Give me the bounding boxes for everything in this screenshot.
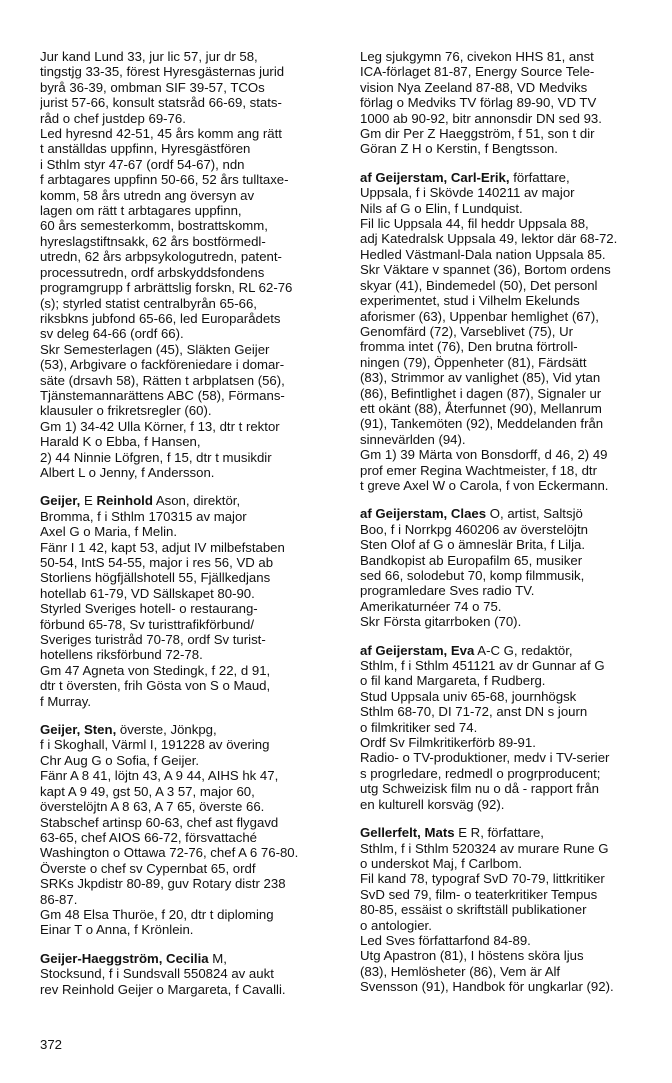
text-line: Göran Z H o Kerstin, f Bengtsson. [360,141,558,157]
entry-heading-rest: författare, [509,169,570,185]
text-line: ICA-förlaget 81-87, Energy Source Tele- [360,64,595,80]
text-line: Washington o Ottawa 72-76, chef A 6 76-80. [40,845,299,861]
text-line: i Sthlm styr 47-67 (ordf 54-67), ndn [40,156,245,172]
text-line: Hedled Västmanl-Dala nation Uppsala 85. [360,246,606,262]
text-line: sinnevärlden (94). [360,431,466,447]
entry-heading-rest: O, artist, Saltsjö [486,506,583,522]
text-line: Jur kand Lund 33, jur lic 57, jur dr 58, [40,49,258,64]
text-line: 50-54, IntS 54-55, major i res 56, VD ab [40,555,274,570]
entry-claes-af-geijerstam [360,506,656,629]
text-line: Bromma, f i Sthlm 170315 av major [40,508,247,524]
text-line: Harald K o Ebba, f Hansen, [40,434,201,450]
entry-continuation-right [360,49,656,157]
text-line: Gm 47 Agneta von Stedingk, f 22, d 91, [40,662,271,678]
text-line: Fänr I 1 42, kapt 53, adjut IV milbefstaben [40,539,285,555]
entry-separator [360,493,656,506]
text-line: (86), Befintlighet i dagen (87), Signaler ur [360,385,602,401]
text-line: riksbkns jubfond 65-66, led Europarådets [40,310,281,326]
entry-body [360,658,656,812]
entry-separator [360,157,656,170]
text-line: tingstjg 33-35, förest Hyresgästernas jurid [40,64,285,80]
text-line: SvD sed 79, film- o teaterkritiker Tempus [360,886,598,902]
entry-carl-erik-af-geijerstam [360,170,656,494]
entry-separator [360,812,656,825]
text-line: ningen (79), Öppenheter (81), Färdsätt [360,354,587,370]
text-line: programgrupp f arbrättslig forskn, RL 62-76 [40,280,293,296]
entry-cecilia-geijer-haeggstrom [40,951,336,997]
entry-name: af Geijerstam, Claes [360,506,487,522]
text-line: processutredn, ordf arbskyddsfondens [40,264,265,280]
entry-heading [360,825,656,840]
entry-name: af Geijerstam, Carl-Erik, [360,169,510,185]
entry-heading [360,506,656,521]
text-line: säte (drsavh 58), Rätten t arbplatsen (56), [40,372,285,388]
entry-heading-rest: A-C G, redaktör, [474,642,573,658]
text-line: Radio- o TV-produktioner, medv i TV-serier [360,750,610,766]
text-line: aforismer (63), Uppenbar hemlighet (67), [360,308,599,324]
entry-heading-rest: E R, författare, [454,825,544,841]
entry-heading [40,493,336,508]
entry-given-suffix: Ason, direktör, [152,493,241,509]
text-line: utredn, 62 års arbpsykologutredn, patent- [40,249,282,265]
text-line: Skr Första gitarrboken (70). [360,614,522,630]
text-line: o filmkritiker sed 74. [360,719,478,735]
text-line: hotellens riksförbund 72-78. [40,647,203,663]
text-line: komm, 58 års utredn ang översyn av [40,187,255,203]
text-line: byrå 36-39, ombman SIF 39-57, TCOs [40,79,265,95]
text-line: Sthlm 68-70, DI 71-72, anst DN s journ [360,704,588,720]
text-line: 2) 44 Ninnie Löfgren, f 15, dtr t musikdir [40,449,272,465]
text-line: Axel G o Maria, f Melin. [40,524,178,540]
text-line: Fil kand 78, typograf SvD 70-79, littkritiker [360,871,605,887]
text-line: Sten Olof af G o ämneslär Brita, f Lilja. [360,537,586,553]
entry-given-bold: Reinhold [96,493,153,509]
text-line: Leg sjukgymn 76, civekon HHS 81, anst [360,49,594,64]
text-line: o fil kand Margareta, f Rudberg. [360,673,546,689]
entry-separator [360,630,656,643]
text-line: hotellab 61-79, VD Sällskapet 80-90. [40,585,255,601]
text-line: Stocksund, f i Sundsvall 550824 av aukt [40,966,274,982]
text-line: prof emer Regina Wachtmeister, f 18, dtr [360,462,597,478]
text-line: Utg Apastron (81), I höstens sköra ljus [360,948,584,964]
entry-body [360,522,656,630]
text-line: jurist 57-66, konsult statsråd 66-69, stats- [40,95,282,111]
text-line: o underskot Maj, f Carlbom. [360,855,522,871]
text-line: Skr Väktare v spannet (36), Bortom ordens [360,262,611,278]
text-line: dtr t översten, frih Gösta von S o Maud, [40,678,271,694]
text-line: 86-87. [40,891,78,907]
text-line: Svensson (91), Handbok för ungkarlar (92). [360,979,614,995]
text-line: Sveriges turistråd 70-78, ordf Sv turist- [40,632,266,648]
text-line: förbund 65-78, Sv turisttrafikförbund/ [40,616,255,632]
entry-name: Geijer, Sten, [40,722,117,738]
text-line: adj Katedralsk Uppsala 49, lektor där 68-72. [360,231,618,247]
entry-heading [360,643,656,658]
text-line: t greve Axel W o Carola, f von Eckermann. [360,477,609,493]
text-line: sed 66, solodebut 70, komp filmmusik, [360,568,585,583]
entry-name: Gellerfelt, Mats [360,825,455,841]
text-line: Sthlm, f i Sthlm 451121 av dr Gunnar af G [360,658,605,674]
text-line: sv deleg 64-66 (ordf 66). [40,326,184,342]
right-column [360,49,656,995]
text-line: Sthlm, f i Sthlm 520324 av murare Rune G [360,840,609,856]
entry-heading-rest: överste, Jönkpg, [116,722,217,738]
text-line: klausuler o frikretsregler (60). [40,403,212,419]
entry-given-prefix: E [84,493,97,509]
entry-separator [40,709,336,722]
entry-separator [40,938,336,951]
entry-heading [360,170,656,185]
text-line: fromma intet (76), Den brutna förtroll- [360,339,578,355]
text-line: Nils af G o Elin, f Lundquist. [360,200,523,216]
text-line: experimentet, stud i Vilhelm Ekelunds [360,293,580,309]
text-line: Gm 1) 34-42 Ulla Körner, f 13, dtr t rektor [40,418,280,434]
text-line: o antologier. [360,917,432,933]
entry-name: Geijer, [40,493,81,509]
text-line: Led hyresnd 42-51, 45 års komm ang rätt [40,126,282,142]
text-line: Stud Uppsala univ 65-68, journhögsk [360,688,577,704]
text-line: Chr Aug G o Sofia, f Geijer. [40,752,200,768]
text-line: Uppsala, f i Skövde 140211 av major [360,185,575,201]
text-line: Bandkopist ab Europafilm 65, musiker [360,552,583,568]
text-line: SRKs Jkpdistr 80-89, guv Rotary distr 238 [40,876,286,892]
text-line: Amerikaturnéer 74 o 75. [360,598,502,614]
left-column [40,49,336,997]
text-line: överstelöjtn A 8 63, A 7 65, överste 66. [40,799,265,815]
text-line: Fänr A 8 41, löjtn 43, A 9 44, AIHS hk 47, [40,768,279,784]
text-line: 63-65, chef AIOS 66-72, försvattaché [40,829,257,845]
text-line: vision Nya Zeeland 87-88, VD Medviks [360,79,588,95]
text-line: Styrled Sveriges hotell- o restaurang- [40,601,258,617]
text-line: utg Schweizisk film nu o då - rapport från [360,781,599,797]
text-line: en kulturell korsväg (92). [360,796,505,812]
text-line: lagen om rätt t arbtagares uppfinn, [40,203,242,219]
entry-separator [40,480,336,493]
text-line: Gm 1) 39 Märta von Bonsdorff, d 46, 2) 49 [360,447,608,463]
text-line: 60 års semesterkomm, bostrattskomm, [40,218,268,234]
entry-heading [40,722,336,737]
text-line: 80-85, essäist o skriftställ publikationer [360,902,587,918]
text-line: Stabschef artinsp 60-63, chef ast flygavd [40,814,279,830]
entry-body [40,509,336,709]
text-line: Storliens högfjällshotell 55, Fjällkedjans [40,570,271,586]
text-line: f arbtagares uppfinn 50-66, 52 års tulltaxe- [40,172,289,188]
text-line: programledare Sves radio TV. [360,583,535,599]
text-line: 1000 ab 90-92, bitr annonsdir DN sed 93. [360,110,602,126]
entry-body [360,841,656,995]
entry-body [40,966,336,997]
text-line: Gm dir Per Z Haeggström, f 51, son t dir [360,126,595,142]
text-line: förlag o Medviks TV förlag 89-90, VD TV [360,95,597,111]
text-line: (91), Tankemöten (92), Meddelanden från [360,416,604,432]
entry-mats-gellerfelt [360,825,656,994]
text-line: t anställdas uppfinn, Hyresgästfören [40,141,251,157]
text-line: skyar (41), Bindemedel (50), Det personl [360,277,598,293]
text-line: Led Sves författarfond 84-89. [360,932,531,948]
text-line: (83), Strimmor av vanlighet (85), Vid ytan [360,370,601,386]
text-line: Tjänstemannarättens ABC (58), Förmans- [40,387,285,403]
entry-reinhold-geijer [40,493,336,709]
text-line: s progrledare, redmedl o progrproducent; [360,765,601,781]
text-line: kapt A 9 49, gst 50, A 3 57, major 60, [40,783,255,799]
text-line: ett okänt (88), Återfunnet (90), Mellanrum [360,400,602,416]
entry-body [40,737,336,937]
text-line: rev Reinhold Geijer o Margareta, f Cavalli. [40,981,286,997]
text-line: råd o chef justdep 69-76. [40,110,186,126]
text-line: Einar T o Anna, f Krönlein. [40,922,194,938]
text-line: Ordf Sv Filmkritikerförb 89-91. [360,735,536,751]
entry-continuation-left [40,49,336,480]
text-line: Skr Semesterlagen (45), Släkten Geijer [40,341,270,357]
entry-eva-af-geijerstam [360,643,656,812]
entry-sten-geijer [40,722,336,938]
entry-name: Geijer-Haeggström, Cecilia [40,950,209,966]
entry-name: af Geijerstam, Eva [360,642,475,658]
text-line: Boo, f i Norrkpg 460206 av överstelöjtn [360,521,588,537]
text-line: (53), Arbgivare o fackföreniedare i domar- [40,357,285,373]
text-line: hyreslagstiftnsakk, 62 års bostförmedl- [40,233,266,249]
text-line: (s); styrled statist centralbyrån 65-66, [40,295,257,311]
text-line: f i Skoghall, Värml I, 191228 av övering [40,737,270,753]
text-line: f Murray. [40,693,92,709]
entry-heading-rest: M, [208,950,227,966]
entry-body [360,185,656,493]
text-line: Albert L o Jenny, f Andersson. [40,464,215,480]
page-number: 372 [40,1037,63,1052]
entry-heading [40,951,336,966]
text-line: Gm 48 Elsa Thuröe, f 20, dtr t diploming [40,906,274,922]
text-line: (83), Hemlösheter (86), Vem är Alf [360,963,561,979]
text-line: Fil lic Uppsala 44, fil heddr Uppsala 88, [360,216,589,232]
text-line: Genomfärd (72), Varseblivet (75), Ur [360,323,574,339]
text-line: Överste o chef sv Cypernbat 65, ordf [40,860,256,876]
